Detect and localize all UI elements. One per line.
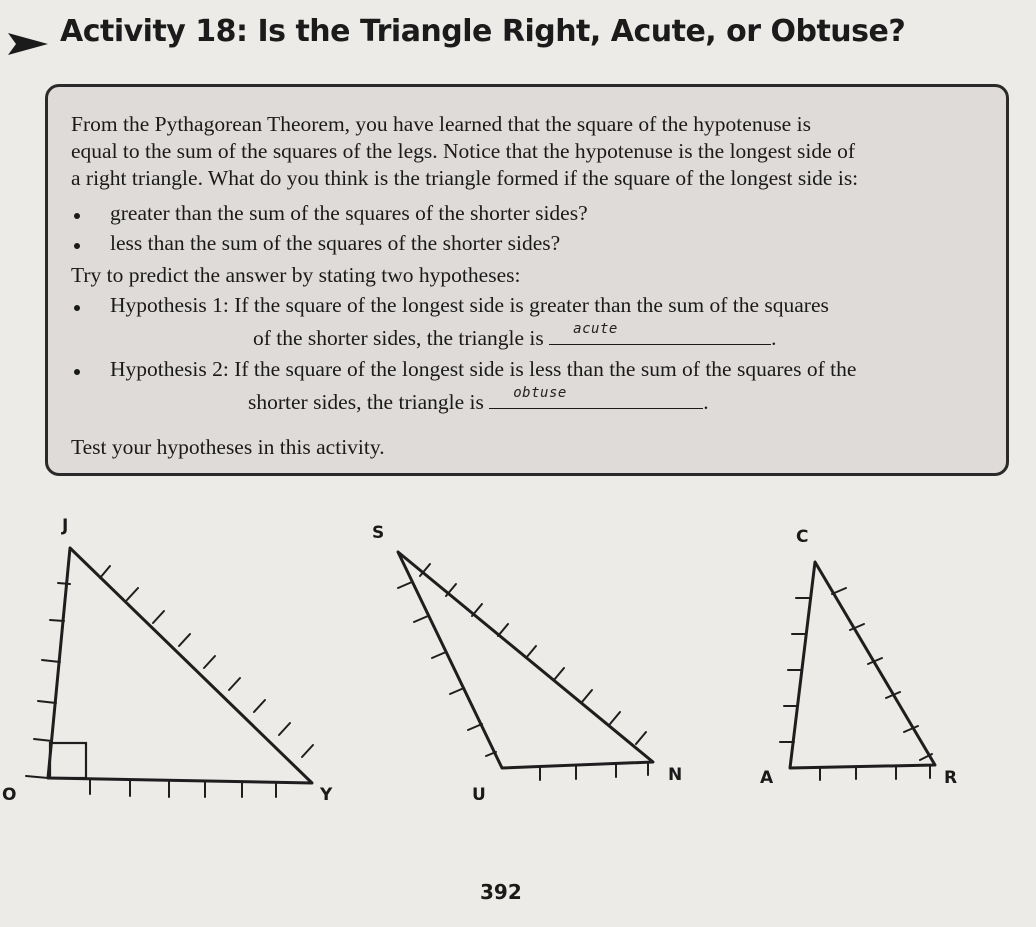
hypothesis-2-answer: obtuse [513,385,567,401]
right-angle-marker [50,743,86,778]
hypothesis-1-answer: acute [573,321,618,337]
intro-line-1: From the Pythagorean Theorem, you have learned that the square of the hypotenuse is [71,112,811,136]
activity-title: Activity 18: Is the Triangle Right, Acute, or Obtuse? [60,14,906,49]
bullet-less: less than the sum of the squares of the shorter sides? [110,231,561,255]
vertex-c: C [796,527,809,547]
test-line: Test your hypotheses in this activity. [71,435,385,459]
vertex-u: U [472,785,486,805]
vertex-s: S [372,523,385,543]
vertex-a: A [760,768,774,788]
page-number: 392 [480,880,522,904]
intro-line-2: equal to the sum of the squares of the legs. Notice that the hypotenuse is the longest side of [71,139,855,163]
vertex-y: Y [320,785,333,805]
vertex-o: O [2,785,17,805]
tick-marks-su [398,582,496,756]
predict-line: Try to predict the answer by stating two hypotheses: [71,263,521,287]
hypothesis-1-period: . [771,326,777,350]
hypothesis-2-text: shorter sides, the triangle is [248,390,484,414]
intro-line-3: a right triangle. What do you think is the triangle formed if the square of the longest side is: [71,166,859,190]
hypothesis-2-line-1: Hypothesis 2: If the square of the longest side is less than the sum of the squares of the [110,357,857,381]
triangle-joy [48,548,312,783]
hypothesis-1-text: of the shorter sides, the triangle is [253,326,544,350]
triangle-car [790,562,935,768]
hypothesis-2-period: . [703,390,709,414]
hypothesis-1-line-1: Hypothesis 1: If the square of the longest side is greater than the sum of the squares [110,293,829,317]
triangle-sun [398,552,653,768]
bullet-greater: greater than the sum of the squares of the shorter sides? [110,201,588,225]
vertex-n: N [668,765,683,785]
vertex-j: J [62,516,69,536]
tick-marks-jy [100,566,313,757]
tick-marks-sn [420,564,646,744]
vertex-r: R [944,768,958,788]
